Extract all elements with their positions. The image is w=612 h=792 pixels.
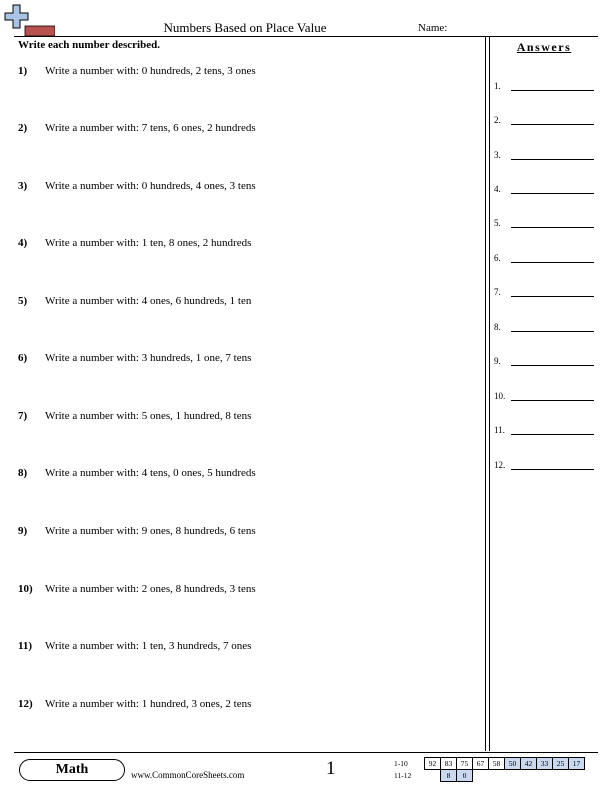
answer-label: 1. <box>494 81 501 91</box>
answer-label: 2. <box>494 115 501 125</box>
problem-number: 5) <box>18 295 28 307</box>
score-cell-empty <box>489 770 505 782</box>
problem-text: Write a number with: 5 ones, 1 hundred, 8 tens <box>45 410 252 422</box>
header-divider <box>14 36 598 37</box>
problem-item <box>18 640 251 656</box>
score-row <box>394 758 585 770</box>
answer-line <box>511 90 594 91</box>
score-cell: 67 <box>473 758 489 770</box>
score-cell: 17 <box>569 758 585 770</box>
score-cell-empty <box>521 770 537 782</box>
score-cell: 33 <box>537 758 553 770</box>
score-cell-empty <box>553 770 569 782</box>
problem-text: Write a number with: 7 tens, 6 ones, 2 hundreds <box>45 122 256 134</box>
answer-line <box>511 124 594 125</box>
answer-slot[interactable] <box>494 77 594 91</box>
answer-line <box>511 331 594 332</box>
answer-slot[interactable] <box>494 352 594 366</box>
score-cell: 25 <box>553 758 569 770</box>
problem-item <box>18 583 256 599</box>
problem-number: 9) <box>18 525 28 537</box>
score-cell-empty <box>505 770 521 782</box>
name-label: Name: <box>418 22 448 34</box>
problem-text: Write a number with: 9 ones, 8 hundreds, 6 tens <box>45 525 256 537</box>
answer-line <box>511 434 594 435</box>
answer-label: 3. <box>494 150 501 160</box>
answer-slot[interactable] <box>494 249 594 263</box>
problem-item <box>18 65 256 81</box>
answer-line <box>511 159 594 160</box>
problem-text: Write a number with: 4 tens, 0 ones, 5 hundreds <box>45 467 256 479</box>
page-title: Numbers Based on Place Value <box>163 20 327 35</box>
answer-slot[interactable] <box>494 214 594 228</box>
problem-item <box>18 122 256 138</box>
problem-item <box>18 352 251 368</box>
answer-slot[interactable] <box>494 318 594 332</box>
answer-label: 7. <box>494 287 501 297</box>
answer-label: 6. <box>494 253 501 263</box>
problem-item <box>18 180 256 196</box>
score-cell: 42 <box>521 758 537 770</box>
answer-slot[interactable] <box>494 180 594 194</box>
problem-number: 3) <box>18 180 28 192</box>
answers-heading: Answers <box>516 40 572 54</box>
problem-text: Write a number with: 2 ones, 8 hundreds, 3 tens <box>45 583 256 595</box>
problem-text: Write a number with: 1 hundred, 3 ones, 2 tens <box>45 698 252 710</box>
problem-item <box>18 295 251 311</box>
instructions: Write each number described. <box>18 39 160 51</box>
problem-number: 12) <box>18 698 33 710</box>
score-row-label: 11-12 <box>394 771 412 780</box>
problem-text: Write a number with: 0 hundreds, 4 ones, 3 tens <box>45 180 256 192</box>
score-cell: 92 <box>425 758 441 770</box>
answer-column-divider <box>489 37 490 751</box>
problem-item <box>18 237 251 253</box>
score-cell: 58 <box>489 758 505 770</box>
answer-label: 9. <box>494 356 501 366</box>
answer-label: 11. <box>494 425 505 435</box>
score-table <box>394 757 585 782</box>
problem-item <box>18 525 256 541</box>
answer-label: 12. <box>494 460 506 470</box>
answer-label: 10. <box>494 391 506 401</box>
problem-item <box>18 410 251 426</box>
problem-number: 1) <box>18 65 28 77</box>
problem-text: Write a number with: 1 ten, 8 ones, 2 hundreds <box>45 237 252 249</box>
problem-text: Write a number with: 0 hundreds, 2 tens, 3 ones <box>45 65 256 77</box>
score-cell: 83 <box>441 758 457 770</box>
score-cell-empty <box>425 770 441 782</box>
site-url: www.CommonCoreSheets.com <box>131 770 245 780</box>
problem-number: 8) <box>18 467 28 479</box>
score-row <box>394 770 585 782</box>
footer-divider <box>14 752 598 753</box>
answer-line <box>511 227 594 228</box>
score-cell: 0 <box>457 770 473 782</box>
score-row-label: 1-10 <box>394 759 408 768</box>
problem-item <box>18 698 251 714</box>
score-cell-empty <box>569 770 585 782</box>
answer-line <box>511 296 594 297</box>
problem-number: 4) <box>18 237 28 249</box>
answer-label: 8. <box>494 322 501 332</box>
answer-label: 4. <box>494 184 501 194</box>
problem-item <box>18 467 256 483</box>
score-cell-empty <box>473 770 489 782</box>
subject-badge: Math <box>19 759 125 781</box>
problem-number: 2) <box>18 122 28 134</box>
answer-slot[interactable] <box>494 283 594 297</box>
problem-text: Write a number with: 1 ten, 3 hundreds, 7 ones <box>45 640 252 652</box>
answer-line <box>511 365 594 366</box>
score-cell: 50 <box>505 758 521 770</box>
score-cell-empty <box>537 770 553 782</box>
page-number: 1 <box>326 758 336 779</box>
score-cell: 75 <box>457 758 473 770</box>
answer-line <box>511 193 594 194</box>
answer-slot[interactable] <box>494 146 594 160</box>
problem-text: Write a number with: 3 hundreds, 1 one, 7 tens <box>45 352 252 364</box>
problem-number: 7) <box>18 410 28 422</box>
answer-line <box>511 262 594 263</box>
answer-slot[interactable] <box>494 387 594 401</box>
answer-label: 5. <box>494 218 501 228</box>
answer-column-divider <box>485 37 486 751</box>
problem-text: Write a number with: 4 ones, 6 hundreds, 1 ten <box>45 295 252 307</box>
problem-number: 11) <box>18 640 33 652</box>
answer-slot[interactable] <box>494 456 594 470</box>
problem-number: 6) <box>18 352 28 364</box>
score-cell: 8 <box>441 770 457 782</box>
answer-line <box>511 400 594 401</box>
problem-number: 10) <box>18 583 33 595</box>
answer-slot[interactable] <box>494 111 594 125</box>
answer-line <box>511 469 594 470</box>
answer-slot[interactable] <box>494 421 594 435</box>
